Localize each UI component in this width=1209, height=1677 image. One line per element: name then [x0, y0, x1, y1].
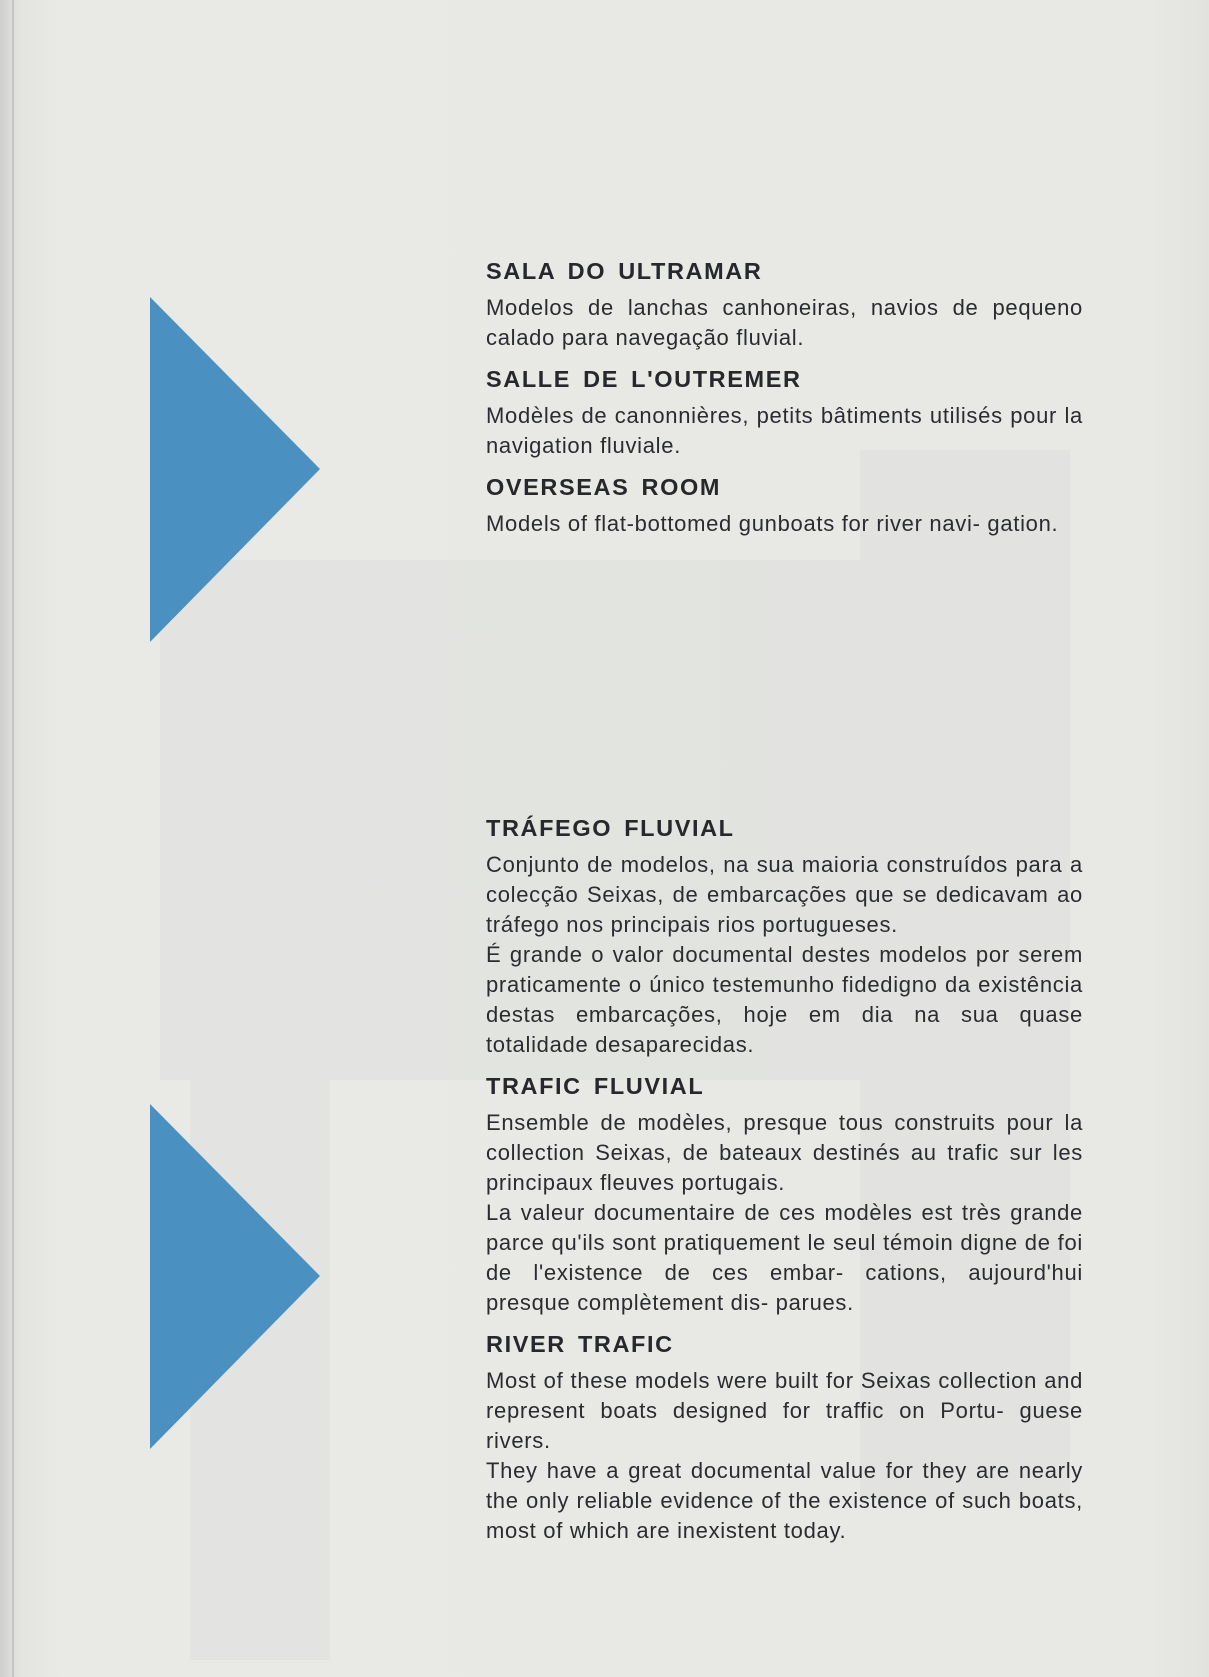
paragraph: Ensemble de modèles, presque tous construits pour la collection Seixas, de bateaux destinés au trafic sur les principaux fleuves portugais.	[486, 1110, 1083, 1195]
block-english	[486, 472, 1083, 539]
paragraph: Models of flat-bottomed gunboats for river navi- gation.	[486, 511, 1059, 536]
block-french	[486, 1071, 1083, 1318]
page-spine	[12, 0, 14, 1677]
paragraph: Modèles de canonnières, petits bâtiments utilisés pour la navigation fluviale.	[486, 403, 1083, 458]
block-portuguese	[486, 256, 1083, 353]
paragraph: Most of these models were built for Seixas collection and represent boats designed for traffic on Portu- guese rivers.	[486, 1368, 1083, 1453]
heading-sala-do-ultramar: SALA DO ULTRAMAR	[486, 258, 763, 284]
paragraph: Modelos de lanchas canhoneiras, navios de pequeno calado para navegação fluvial.	[486, 295, 1083, 350]
paragraph: They have a great documental value for they are nearly the only reliable evidence of the existence of such boats, most of which are inexistent today.	[486, 1458, 1083, 1543]
section-overseas-room	[486, 256, 1083, 550]
paragraph: La valeur documentaire de ces modèles est très grande parce qu'ils sont pratiquement le seul témoin digne de foi de l'existence de ces embar- cations, aujourd'hui presque complètement dis- parues.	[486, 1200, 1083, 1315]
heading-salle-de-loutremer: SALLE DE L'OUTREMER	[486, 366, 802, 392]
heading-overseas-room: OVERSEAS ROOM	[486, 474, 722, 500]
section-river-traffic	[486, 813, 1083, 1557]
block-english	[486, 1329, 1083, 1546]
paragraph: É grande o valor documental destes modelos por serem praticamente o único testemunho fidedigno da existência destas embarcações, hoje em dia na sua quase totalidade desaparecidas.	[486, 942, 1083, 1057]
blue-triangle-marker-overseas	[150, 297, 320, 642]
blue-triangle-marker-river	[150, 1104, 320, 1449]
block-portuguese	[486, 813, 1083, 1060]
heading-trafic-fluvial: TRAFIC FLUVIAL	[486, 1073, 705, 1099]
heading-trafego-fluvial: TRÁFEGO FLUVIAL	[486, 815, 735, 841]
block-french	[486, 364, 1083, 461]
heading-river-trafic: RIVER TRAFIC	[486, 1331, 674, 1357]
paragraph: Conjunto de modelos, na sua maioria construídos para a colecção Seixas, de embarcações que se dedicavam ao tráfego nos principais rios portugueses.	[486, 852, 1083, 937]
